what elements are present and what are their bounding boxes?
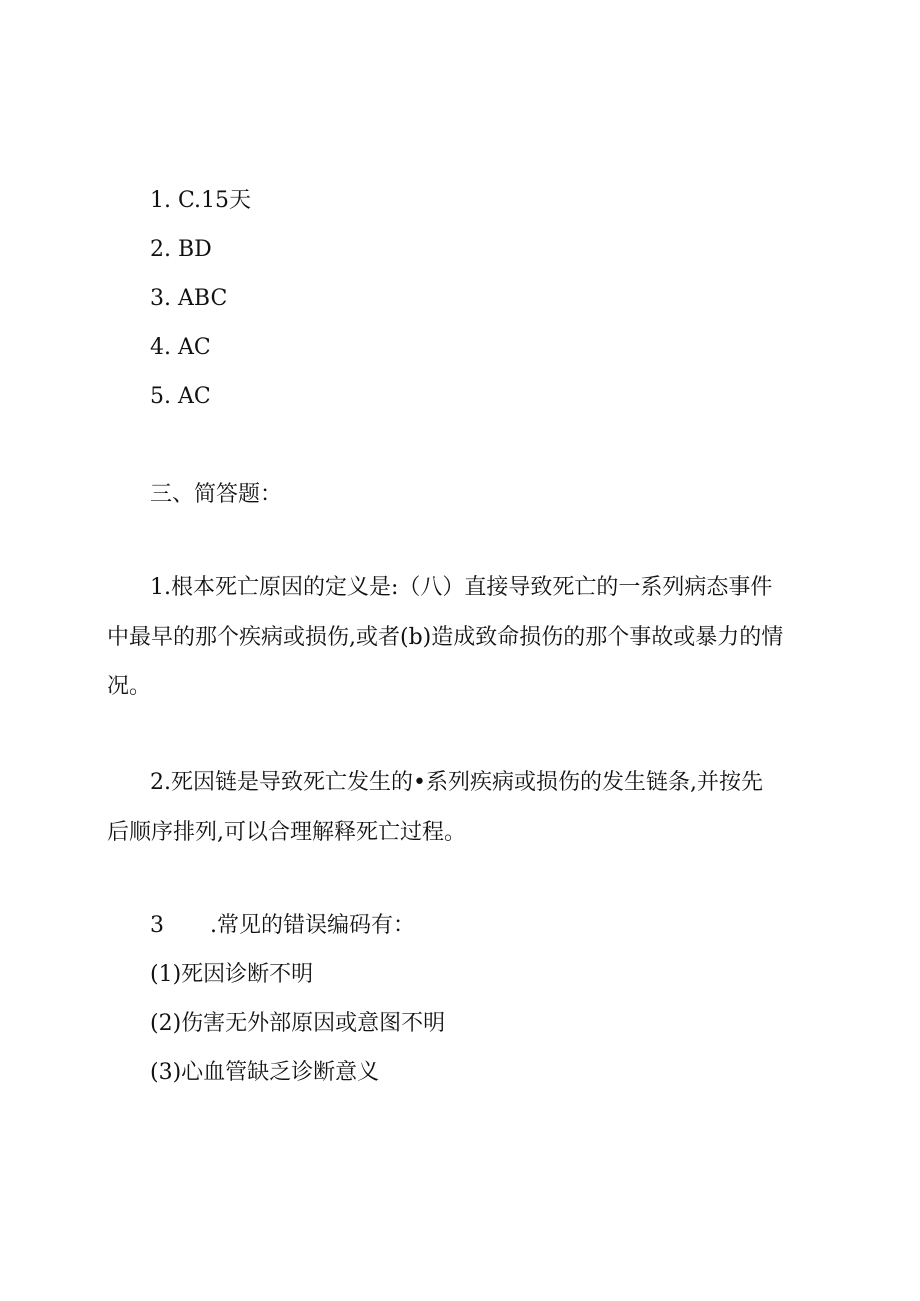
answer-item-5: 5. AC <box>150 384 211 409</box>
q3-item-3: (3)心血管缺乏诊断意义 <box>150 1060 380 1085</box>
q2-line-1: 2.死因链是导致死亡发生的•系列疾病或损伤的发生链条,并按先 <box>150 770 763 795</box>
q3-title: .常见的错误编码有： <box>210 913 415 938</box>
answer-item-1: 1. C.15天 <box>150 188 252 213</box>
q1-line-1: 1.根本死亡原因的定义是:（八）直接导致死亡的一系列病态事件 <box>150 575 773 600</box>
q1-line-2: 中最早的那个疾病或损伤,或者(b)造成致命损伤的那个事故或暴力的情 <box>107 625 784 650</box>
q2-line-2: 后顺序排列,可以合理解释死亡过程。 <box>107 820 466 845</box>
section-heading: 三、简答题： <box>150 482 283 507</box>
q3-number: 3 <box>150 913 164 938</box>
q3-item-2: (2)伤害无外部原因或意图不明 <box>150 1011 446 1036</box>
answer-item-2: 2. BD <box>150 237 212 262</box>
q3-heading <box>150 913 415 939</box>
answer-item-4: 4. AC <box>150 335 211 360</box>
q3-item-1: (1)死因诊断不明 <box>150 962 314 987</box>
answer-item-3: 3. ABC <box>150 286 228 311</box>
q1-line-3: 况。 <box>107 674 152 699</box>
